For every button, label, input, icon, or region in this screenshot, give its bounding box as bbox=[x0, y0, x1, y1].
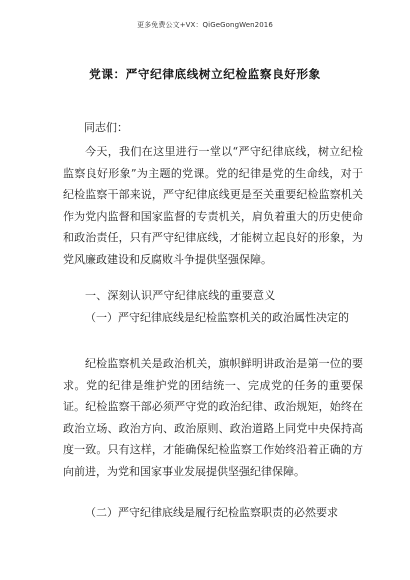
salutation: 同志们： bbox=[84, 121, 128, 134]
document-title: 党课：严守纪律底线树立纪检监察良好形象 bbox=[89, 67, 321, 81]
paragraph-political: 纪检监察机关是政治机关，旗帜鲜明讲政治是第一位的要求。党的纪律是维护党的团结统一、完成党的任务的重要保证。纪检监察干部必须严守党的政治纪律、政治规矩，始终在政治立场、政治方向、政治原则、政治道路上同党中央保持高度一致。只有这样，才能确保纪检监察工作始终沿着正确的方向前进，为党和国家事业发展提供坚强纪律保障。 bbox=[63, 357, 363, 478]
sub-heading-1: （一）严守纪律底线是纪检监察机关的政治属性决定的 bbox=[85, 311, 349, 324]
header-note: 更多免费公文+VX：QiGeGongWen2016 bbox=[137, 21, 273, 29]
sub-heading-2: （二）严守纪律底线是履行纪检监察职责的必然要求 bbox=[85, 506, 338, 519]
section-heading: 一、深刻认识严守纪律底线的重要意义 bbox=[85, 289, 276, 302]
paragraph-intro: 今天，我们在这里进行一堂以“严守纪律底线，树立纪检监察良好形象”为主题的党课。党的纪律是党的生命线，对于纪检监察干部来说，严守纪律底线更是至关重要纪检监察机关作为党内监督和国家监督的专责机关，肩负着重大的历史使命和政治责任，只有严守纪律底线，才能树立起良好的形象，为党风廉政建设和反腐败斗争提供坚强保障。 bbox=[63, 145, 363, 266]
